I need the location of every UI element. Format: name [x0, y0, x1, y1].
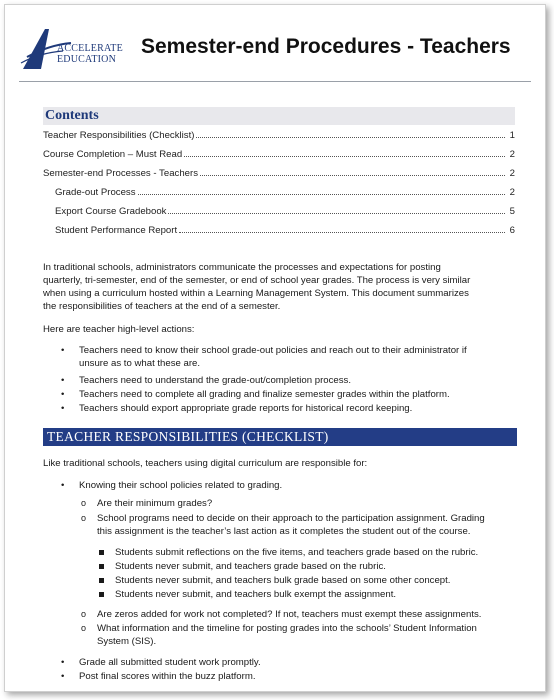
toc-entry-course-completion[interactable] [43, 146, 515, 160]
bullet-icon: • [61, 403, 65, 414]
intro-line: quarterly, tri-semester, end of the semester, or end of school year grades. The process is very similar [43, 275, 471, 286]
bullet-icon: • [61, 657, 65, 668]
toc-entry-title: Grade-out Process [55, 187, 136, 198]
toc-entry-page: 1 [509, 130, 515, 141]
circle-bullet-icon: o [81, 513, 87, 523]
logo-text-accelerate: ACCELERATE [57, 43, 123, 54]
intro-line: the responsibilities of teachers at the end of a semester. [43, 301, 281, 312]
circle-bullet-icon: o [81, 498, 87, 508]
intro-paragraph [43, 261, 517, 313]
square-bullet-icon [99, 564, 104, 569]
toc-entry-page: 6 [509, 225, 515, 236]
document-page: ACCELERATE EDUCATION Semester-end Procedures - Teachers Contents Teacher Responsibilities (Checklist) 1 Course Completion – Must Read 2 Semester-end Processes - Teachers 2 Grade-out Process 2 Export Course Gradebook 5 Student Performance Report 6 In traditional schools, administrators communicate the processes and expectations for posting quarterly, tri-semester, end of the semester, or end of school year grades. The process is very similar when using a curriculum hosted within a Learning Management System. This document summarizes the responsibilities of teachers at the end of a semester. Here are teacher high-level actions: • Teachers need to know their school grade-out policies and reach out to their administrator if unsure as to what these are. • Teachers need to understand the grade-out/completion process. • Teachers need to complete all grading and finalize semester grades within the platform. • Teachers should export appropriate grade reports for historical record keeping. TEACHER RESPONSIBILITIES (CHECKLIST) Like traditional schools, teachers using digital curriculum are responsible for: • Knowing their school policies related to grading. o Are their minimum grades? o School programs need to decide on their approach to the participation assignment. Grading this assignment is the teacher’s last action as it completes the student out of the course. Students submit reflections on the five items, and teachers grade based on the rubric. Students never submit, and teachers grade based on the rubric. Students never submit, and teachers bulk grade based on some other concept. Students never submit, and teachers bulk exempt the assignment. o Are zeros added for work not completed? If not, teachers must exempt these assignments. o What information and the timeline for posting grades into the schools’ Student Information System (SIS). • Grade all submitted student work promptly. • Post final scores within the buzz platform. [4, 4, 546, 692]
toc-entry-student-performance-report[interactable] [55, 222, 515, 236]
actions-label: Here are teacher high-level actions: [43, 324, 195, 335]
circle-bullet-icon: o [81, 609, 87, 619]
toc-entry-title: Semester-end Processes - Teachers [43, 168, 198, 179]
bullet-icon: • [61, 671, 65, 682]
toc-leader-dots [200, 175, 505, 176]
toc-entry-semester-end-processes[interactable] [43, 165, 515, 179]
toc-entry-title: Export Course Gradebook [55, 206, 167, 217]
toc-entry-page: 2 [509, 187, 515, 198]
toc-entry-grade-out-process[interactable] [55, 184, 515, 198]
toc-entry-page: 2 [509, 168, 515, 179]
toc-entry-teacher-responsibilities[interactable] [43, 127, 515, 141]
logo-text-education: EDUCATION [57, 54, 117, 65]
section-lead: Like traditional schools, teachers using digital curriculum are responsible for: [43, 458, 368, 469]
document-header [19, 23, 531, 79]
square-bullet-icon [99, 550, 104, 555]
bullet-icon: • [61, 389, 65, 400]
intro-line: In traditional schools, administrators communicate the processes and expectations for posting [43, 262, 441, 273]
intro-line: when using a curriculum hosted within a Learning Management System. This document summarizes [43, 288, 469, 299]
toc-entry-title: Course Completion – Must Read [43, 149, 183, 160]
toc-entry-page: 2 [509, 149, 515, 160]
circle-bullet-icon: o [81, 623, 87, 633]
toc-entry-title: Student Performance Report [55, 225, 178, 236]
document-title: Semester-end Procedures - Teachers [141, 35, 511, 58]
section-heading-teacher-responsibilities: TEACHER RESPONSIBILITIES (CHECKLIST) [43, 428, 517, 446]
toc-entry-page: 5 [509, 206, 515, 217]
bullet-icon: • [61, 480, 65, 491]
title-divider [19, 81, 531, 82]
toc-leader-dots [184, 156, 505, 157]
toc-leader-dots [138, 194, 505, 195]
accelerate-education-logo [19, 23, 129, 73]
toc-entry-title: Teacher Responsibilities (Checklist) [43, 130, 195, 141]
square-bullet-icon [99, 592, 104, 597]
square-bullet-icon [99, 578, 104, 583]
toc-leader-dots [168, 213, 505, 214]
bullet-icon: • [61, 345, 65, 356]
toc-leader-dots [196, 137, 505, 138]
bullet-icon: • [61, 375, 65, 386]
toc-leader-dots [179, 232, 505, 233]
contents-heading: Contents [43, 107, 515, 125]
toc-entry-export-gradebook[interactable] [55, 203, 515, 217]
